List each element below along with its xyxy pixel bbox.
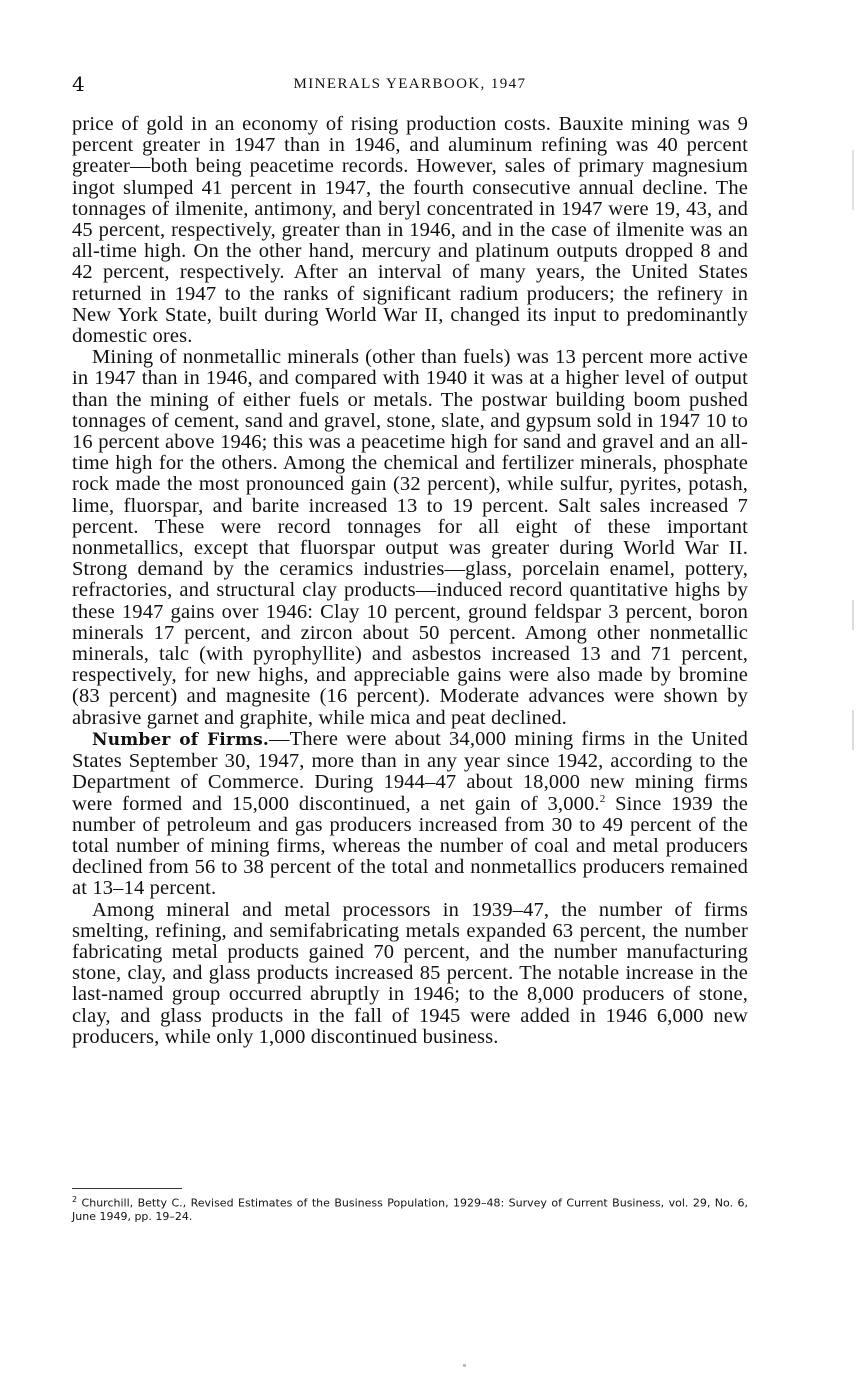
section-heading-number-of-firms: Number of Firms. (92, 729, 269, 750)
firms-text-part-2: Since 1939 the number of petroleum and gas producers increased from 30 to 49 percent of the total number of mining firms, whereas the number of coal and metal producers declined from 56 to 38 percent of the total and nonmetallics producers remained at 13–14 percent. (72, 792, 749, 900)
footnote-reference: 2 (599, 792, 606, 805)
paragraph-metals-continued: price of gold in an economy of rising production costs. Bauxite mining was 9 percent greater in 1947 than in 1946, and aluminum refining was 40 percent greater—both being peacetime records. However, sales of primary magnesium ingot slumped 41 percent in 1947, the fourth consecutive annual decline. The tonnages of ilmenite, antimony, and beryl concentrated in 1947 were 19, 43, and 45 percent, respectively, greater than in 1946, and in the case of ilmenite was an all-time high. On the other hand, mercury and platinum outputs dropped 8 and 42 percent, respectively. After an interval of many years, the United States returned in 1947 to the ranks of significant radium producers; the refinery in New York State, built during World War II, changed its input to predominantly domestic ores. (72, 113, 748, 348)
scan-speck (852, 600, 854, 630)
firms-text-part-1: —There were about 34,000 mining firms in the United States September 30, 1947, more than in any year since 1942, according to the Department of Commerce. During 1944–47 about 18,000 new mining firms were formed and 15,000 discontinued, a net gain of 3,000. (72, 727, 748, 815)
scan-speck (852, 150, 854, 210)
paragraph-number-of-firms (72, 729, 748, 900)
running-title: MINERALS YEARBOOK, 1947 (293, 76, 527, 92)
paragraph-processors: Among mineral and metal processors in 1939–47, the number of firms smelting, refining, and semifabricating metals expanded 63 percent, the number fabricating metal products gained 70 percent, and the number manufacturing stone, clay, and glass products increased 85 percent. The notable increase in the last-named group occurred abruptly in 1946; to the 8,000 producers of stone, clay, and glass products in the fall of 1945 were added in 1946 6,000 new producers, while only 1,000 discontinued business. (72, 898, 748, 1048)
scan-speck (852, 710, 854, 750)
page-number: 4 (72, 72, 85, 96)
footnote-divider (72, 1188, 182, 1189)
page-header (72, 70, 748, 98)
paragraph-nonmetallic-minerals: Mining of nonmetallic minerals (other than fuels) was 13 percent more active in 1947 than in 1946, and compared with 1940 it was at a higher level of output than the mining of either fuels or metals. The postwar building boom pushed tonnages of cement, sand and gravel, stone, slate, and gypsum sold in 1947 10 to 16 percent above 1946; this was a peacetime high for sand and gravel and an all-time high for the others. Among the chemical and fertilizer minerals, phosphate rock made the most pronounced gain (32 percent), while sulfur, pyrites, potash, lime, fluorspar, and barite increased 13 to 19 percent. Salt sales increased 7 percent. These were record tonnages for all eight of these important nonmetallics, except that fluorspar output was greater during World War II. Strong demand by the ceramics industries—glass, porcelain enamel, pottery, refractories, and structural clay products—induced record quantitative highs by these 1947 gains over 1946: Clay 10 percent, ground feldspar 3 percent, boron minerals 17 percent, and zircon about 50 percent. Among other nonmetallic minerals, talc (with pyrophyllite) and asbestos increased 13 and 71 percent, respectively, for new highs, and appreciable gains were also made by bromine (83 percent) and magnesite (16 percent). Moderate advances were shown by abrasive garnet and graphite, while mica and peat declined. (72, 346, 748, 729)
footnote-text: Churchill, Betty C., Revised Estimates of the Business Population, 1929–48: Survey of Current Business, vol. 29, No. 6, June 1949, pp. 19–24. (72, 1196, 749, 1223)
scan-speck (463, 1364, 466, 1367)
footnote (72, 1193, 748, 1223)
footnote-mark: 2 (72, 1195, 78, 1204)
body-text (72, 114, 748, 1048)
